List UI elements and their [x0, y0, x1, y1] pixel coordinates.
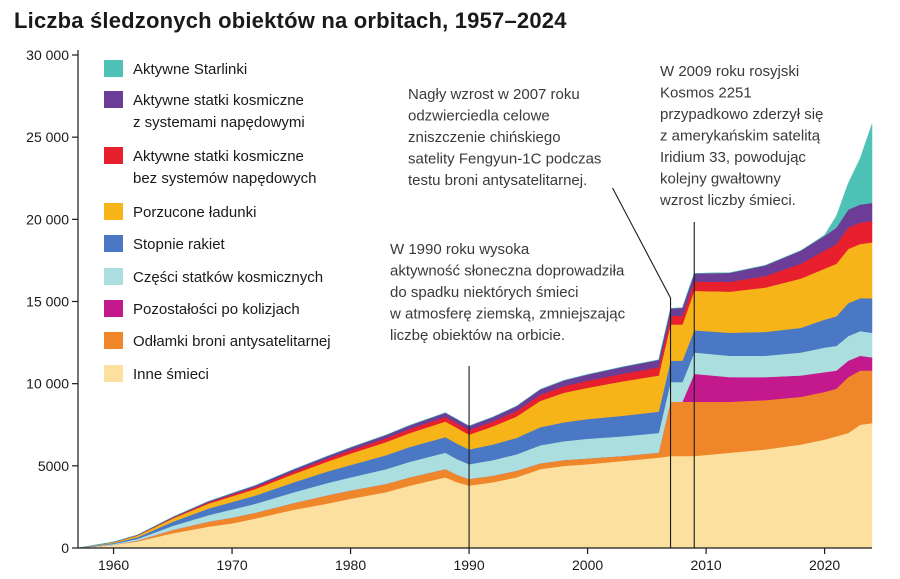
x-tick-label: 1990: [453, 557, 485, 573]
legend-label: Aktywne Starlinki: [133, 61, 248, 78]
legend-swatch: [104, 203, 123, 220]
legend-swatch: [104, 268, 123, 285]
legend-swatch: [104, 147, 123, 164]
legend-label: Pozostałości po kolizjach: [133, 301, 300, 318]
y-tick-label: 10 000: [26, 375, 69, 392]
legend-label: Inne śmieci: [133, 366, 209, 383]
legend-label: Aktywne statki kosmiczne z systemami napędowymi: [133, 92, 305, 131]
legend-label: Porzucone ładunki: [133, 204, 257, 221]
legend: [104, 60, 331, 383]
legend-label: Aktywne statki kosmiczne bez systemów napędowych: [133, 148, 317, 187]
legend-swatch: [104, 235, 123, 252]
legend-swatch: [104, 60, 123, 77]
x-tick-label: 1970: [216, 557, 248, 573]
y-tick-label: 30 000: [26, 47, 69, 63]
annotation-text: W 2009 roku rosyjski Kosmos 2251 przypadkowo zderzył się z amerykańskim satelitą Iridium 33, powodując kolejny gwałtowny wzrost liczby śmieci.: [660, 63, 824, 209]
x-tick-label: 2010: [690, 557, 722, 573]
legend-swatch: [104, 365, 123, 382]
legend-swatch: [104, 332, 123, 349]
y-tick-label: 20 000: [26, 211, 69, 228]
y-tick-label: 25 000: [26, 129, 69, 146]
chart-title: Liczba śledzonych obiektów na orbitach, 1957–2024: [14, 8, 567, 33]
legend-swatch: [104, 300, 123, 317]
legend-label: Odłamki broni antysatelitarnej: [133, 333, 331, 350]
y-tick-label: 5000: [37, 457, 69, 474]
y-tick-label: 15 000: [26, 293, 69, 310]
annotation-text: Nagły wzrost w 2007 roku odzwierciedla celowe zniszczenie chińskiego satelity Fengyun-1C podczas testu broni antysatelitarnej.: [408, 86, 602, 189]
legend-swatch: [104, 91, 123, 108]
x-tick-label: 2020: [809, 557, 841, 573]
x-tick-label: 1980: [334, 557, 367, 573]
x-tick-label: 2000: [572, 557, 604, 573]
x-tick-label: 1960: [97, 557, 130, 573]
y-tick-label: 0: [61, 540, 69, 556]
legend-label: Stopnie rakiet: [133, 236, 225, 253]
legend-label: Części statków kosmicznych: [133, 269, 324, 286]
annotation-text: W 1990 roku wysoka aktywność słoneczna doprowadziła do spadku niektórych śmieci w atmosferę ziemską, zmniejszając liczbę obiektów na orbicie.: [390, 241, 626, 344]
